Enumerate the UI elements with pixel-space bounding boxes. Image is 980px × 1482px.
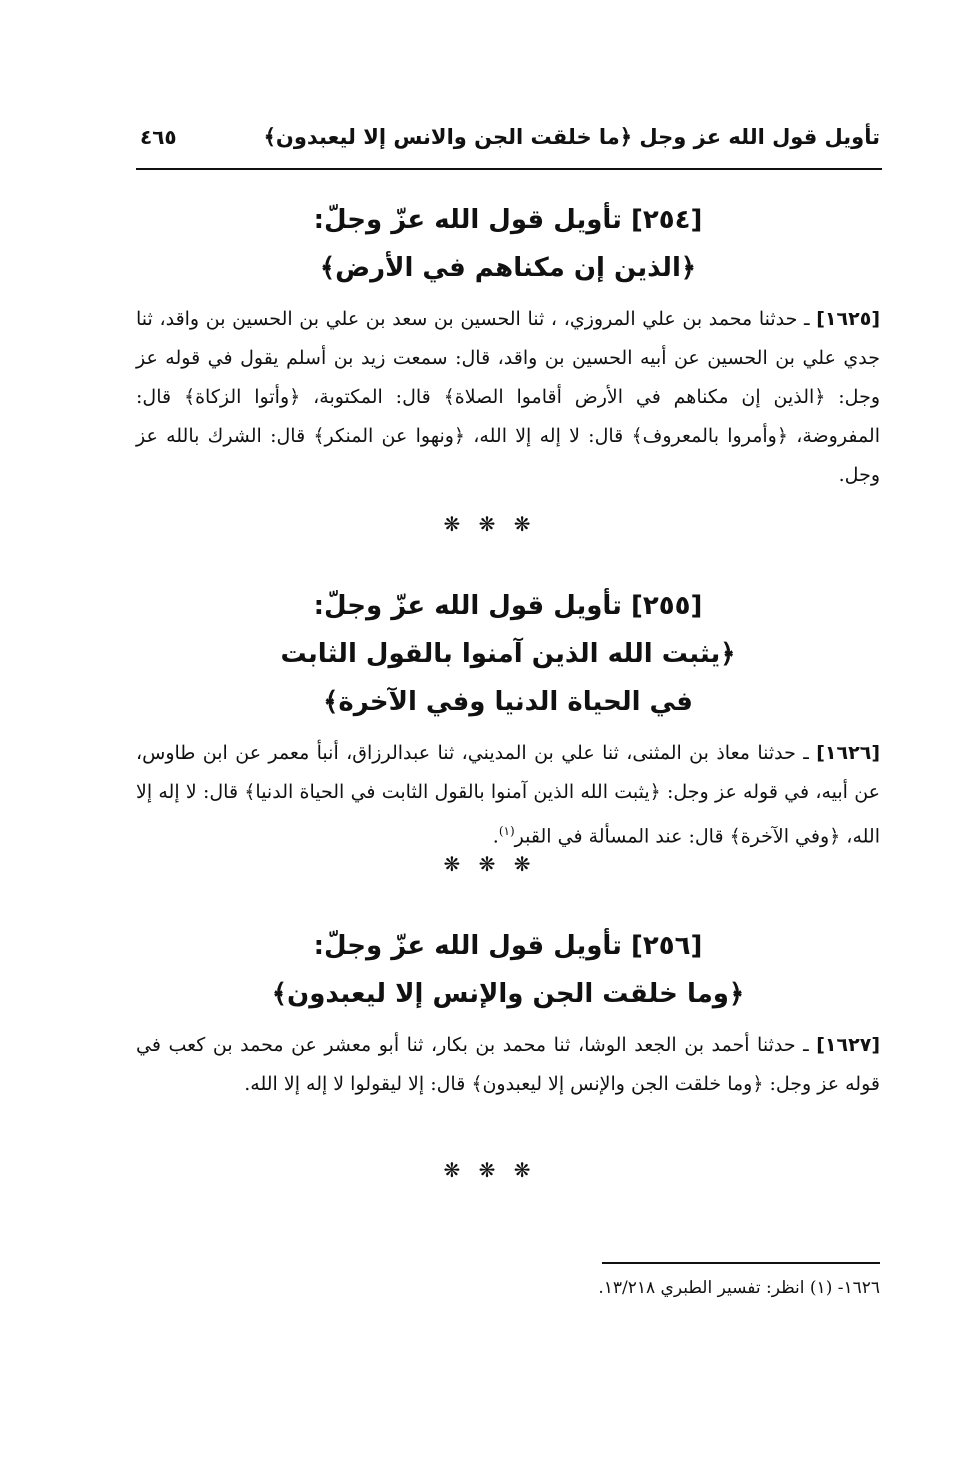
hadith-number: [١٦٢٥] (816, 308, 880, 330)
footnote-marker[interactable]: (١) (498, 824, 515, 838)
hadith-paragraph (136, 1026, 880, 1104)
hadith-number: [١٦٢٦] (816, 742, 880, 764)
heading-line: في الحياة الدنيا وفي الآخرة﴾ (323, 687, 693, 717)
header-rule (136, 168, 882, 170)
heading-line: ﴿الذين إن مكناهم في الأرض﴾ (319, 253, 697, 283)
separator-stars: ❋ ❋ ❋ (443, 512, 537, 536)
heading-line: [٢٥٤] تأويل قول الله عزّ وجلّ: (313, 205, 703, 235)
section-heading (136, 196, 880, 292)
hadith-paragraph (136, 300, 880, 495)
hadith-paragraph (136, 734, 880, 856)
section-heading (136, 582, 880, 726)
hadith-number: [١٦٢٧] (816, 1034, 880, 1056)
section-254 (136, 196, 880, 495)
separator-stars: ❋ ❋ ❋ (443, 852, 537, 876)
hadith-text-end: . (492, 825, 499, 848)
running-header (140, 125, 880, 165)
page-number: ٤٦٥ (140, 125, 177, 149)
heading-line: ﴿وما خلقت الجن والإنس إلا ليعبدون﴾ (271, 979, 745, 1009)
hadith-text: ـ حدثنا معاذ بن المثنى، ثنا علي بن المديني، ثنا عبدالرزاق، أنبأ معمر عن ابن طاوس، عن أبيه، في قوله عز وجل: ﴿يثبت الله الذين آمنوا بالقول الثابت في الحياة الدنيا﴾ قال: لا إله إلا الله، ﴿وفي الآخرة﴾ قال: عند المسألة في القبر (136, 742, 880, 848)
heading-line: [٢٥٦] تأويل قول الله عزّ وجلّ: (313, 931, 703, 961)
section-256 (136, 922, 880, 1104)
section-255 (136, 582, 880, 856)
heading-line: [٢٥٥] تأويل قول الله عزّ وجلّ: (313, 591, 703, 621)
separator-stars: ❋ ❋ ❋ (443, 1158, 537, 1182)
footnote: ١٦٢٦- (١) انظر: تفسير الطبري ١٣/٢١٨. (598, 1278, 880, 1298)
running-title: تأويل قول الله عز وجل ﴿ما خلقت الجن والانس إلا ليعبدون﴾ (263, 125, 880, 149)
hadith-text: ـ حدثنا أحمد بن الجعد الوشا، ثنا محمد بن بكار، ثنا أبو معشر عن محمد بن كعب في قوله عز وجل: ﴿وما خلقت الجن والإنس إلا ليعبدون﴾ قال: إلا ليقولوا لا إله إلا الله. (136, 1034, 880, 1095)
hadith-text: ـ حدثنا محمد بن علي المروزي، ، ثنا الحسين بن سعد بن علي بن الحسين بن واقد، ثنا جدي علي بن الحسين عن أبيه الحسين بن واقد، قال: سمعت زيد بن أسلم يقول في قوله عز وجل: ﴿الذين إن مكناهم في الأرض أقاموا الصلاة﴾ قال: المكتوبة، ﴿وأتوا الزكاة﴾ قال: المفروضة، ﴿وأمروا بالمعروف﴾ قال: لا إله إلا الله، ﴿ونهوا عن المنكر﴾ قال: الشرك بالله عز وجل. (136, 308, 880, 486)
footnote-rule (602, 1262, 880, 1264)
heading-line: ﴿يثبت الله الذين آمنوا بالقول الثابت (280, 639, 736, 669)
section-heading (136, 922, 880, 1018)
